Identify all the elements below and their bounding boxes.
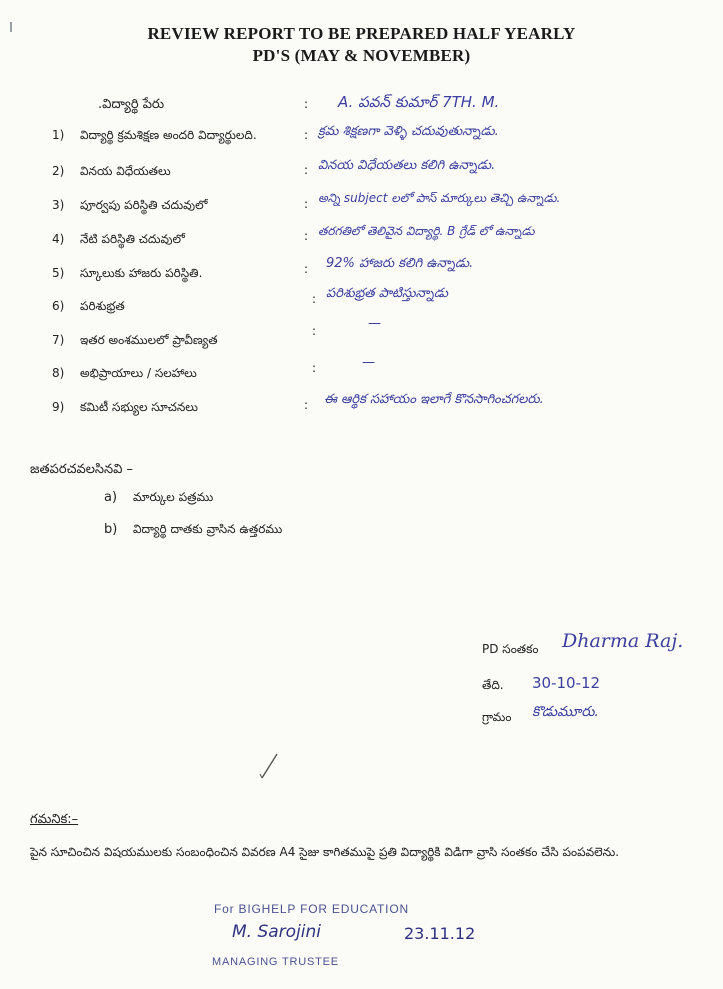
attachments-heading: జతపరచవలసినవి – [30, 462, 134, 477]
attachment-label: మార్కుల పత్రము [133, 490, 214, 504]
attachment-marker: b) [104, 522, 118, 537]
colon: : [312, 361, 317, 375]
student-name-label: .విద్యార్థి పేరు [98, 97, 165, 112]
item-number: 5) [52, 266, 65, 280]
item-number: 6) [52, 299, 65, 313]
date-value: 30-10-12 [532, 674, 601, 692]
item-number: 4) [52, 232, 65, 246]
attachment-label: విద్యార్థి దాతకు వ్రాసిన ఉత్తరము [133, 522, 283, 536]
item-number: 1) [52, 128, 65, 142]
item-value: — [368, 316, 381, 331]
item-label: కమిటీ సభ్యుల సూచనలు [80, 400, 198, 414]
corner-mark [10, 22, 12, 32]
stamp-date: 23.11.12 [404, 924, 476, 943]
item-number: 2) [52, 164, 65, 178]
pd-signature-label: PD సంతకం [482, 642, 539, 656]
colon: : [304, 398, 309, 412]
item-label: అభిప్రాయాలు / సలహాలు [80, 366, 197, 380]
item-label: వినయ విధేయతలు [80, 164, 171, 178]
item-value: ఈ ఆర్థిక సహాయం ఇలాగే కొనసాగించగలరు. [324, 392, 544, 407]
note-heading: గమనిక:– [30, 812, 79, 827]
village-label: గ్రామం [482, 710, 512, 724]
item-value: — [362, 355, 375, 370]
colon: : [312, 324, 317, 338]
stamp-role: MANAGING TRUSTEE [212, 956, 339, 968]
village-value: కొడుమూరు. [532, 704, 599, 720]
item-value: క్రమ శిక్షణగా వెళ్ళి చదువుతున్నాడు. [318, 124, 499, 139]
item-value: 92% హాజరు కలిగి ఉన్నాడు. [326, 256, 474, 271]
report-subtitle: PD'S (MAY & NOVEMBER) [252, 46, 471, 65]
stamp-org: For BIGHELP FOR EDUCATION [214, 902, 409, 916]
item-number: 3) [52, 198, 65, 212]
colon: : [304, 197, 309, 211]
item-label: పరిశుభ్రత [80, 299, 125, 313]
item-label: ఇతర అంశములలో ప్రావీణ్యత [80, 333, 218, 347]
item-value: వినయ విధేయతలు కలిగి ఉన్నాడు. [318, 158, 496, 173]
report-title: REVIEW REPORT TO BE PREPARED HALF YEARLY [147, 24, 576, 43]
item-value: అన్ని subject లలో పాస్ మార్కులు తెచ్చి ఉన్నాడు. [318, 191, 561, 205]
item-number: 8) [52, 366, 65, 380]
item-label: విద్యార్థి క్రమశిక్షణ అందరి విద్యార్థులది. [80, 128, 257, 142]
item-label: నేటి పరిస్థితి చదువులో [80, 232, 185, 246]
attachment-marker: a) [104, 490, 118, 505]
stamp-signature: M. Sarojini [232, 922, 322, 942]
colon: : [304, 128, 309, 142]
colon: : [304, 262, 309, 276]
student-name-value: A. పవన్ కుమార్ 7TH. M. [338, 93, 500, 111]
colon: : [304, 229, 309, 243]
item-label: స్కూలుకు హాజరు పరిస్థితి. [80, 266, 203, 280]
note-text: పైన సూచించిన విషయములకు సంబంధించిన వివరణ A4 సైజు కాగితముపై ప్రతి విద్యార్థికి విడిగా వ్రాసి సంతకం చేసి పంపవలెను. [30, 845, 620, 859]
item-label: పూర్వపు పరిస్థితి చదువులో [80, 198, 208, 212]
item-value: పరిశుభ్రత పాటిస్తున్నాడు [326, 286, 449, 301]
item-number: 9) [52, 400, 65, 414]
colon: : [304, 97, 309, 111]
pd-signature: Dharma Raj. [562, 630, 684, 652]
colon: : [312, 292, 317, 306]
pen-stroke-mark [258, 752, 280, 782]
item-number: 7) [52, 333, 65, 347]
date-label: తేది. [482, 678, 504, 692]
colon: : [304, 163, 309, 177]
item-value: తరగతిలో తెలివైన విద్యార్థి. B గ్రేడ్ లో ఉన్నాడు [318, 224, 535, 238]
